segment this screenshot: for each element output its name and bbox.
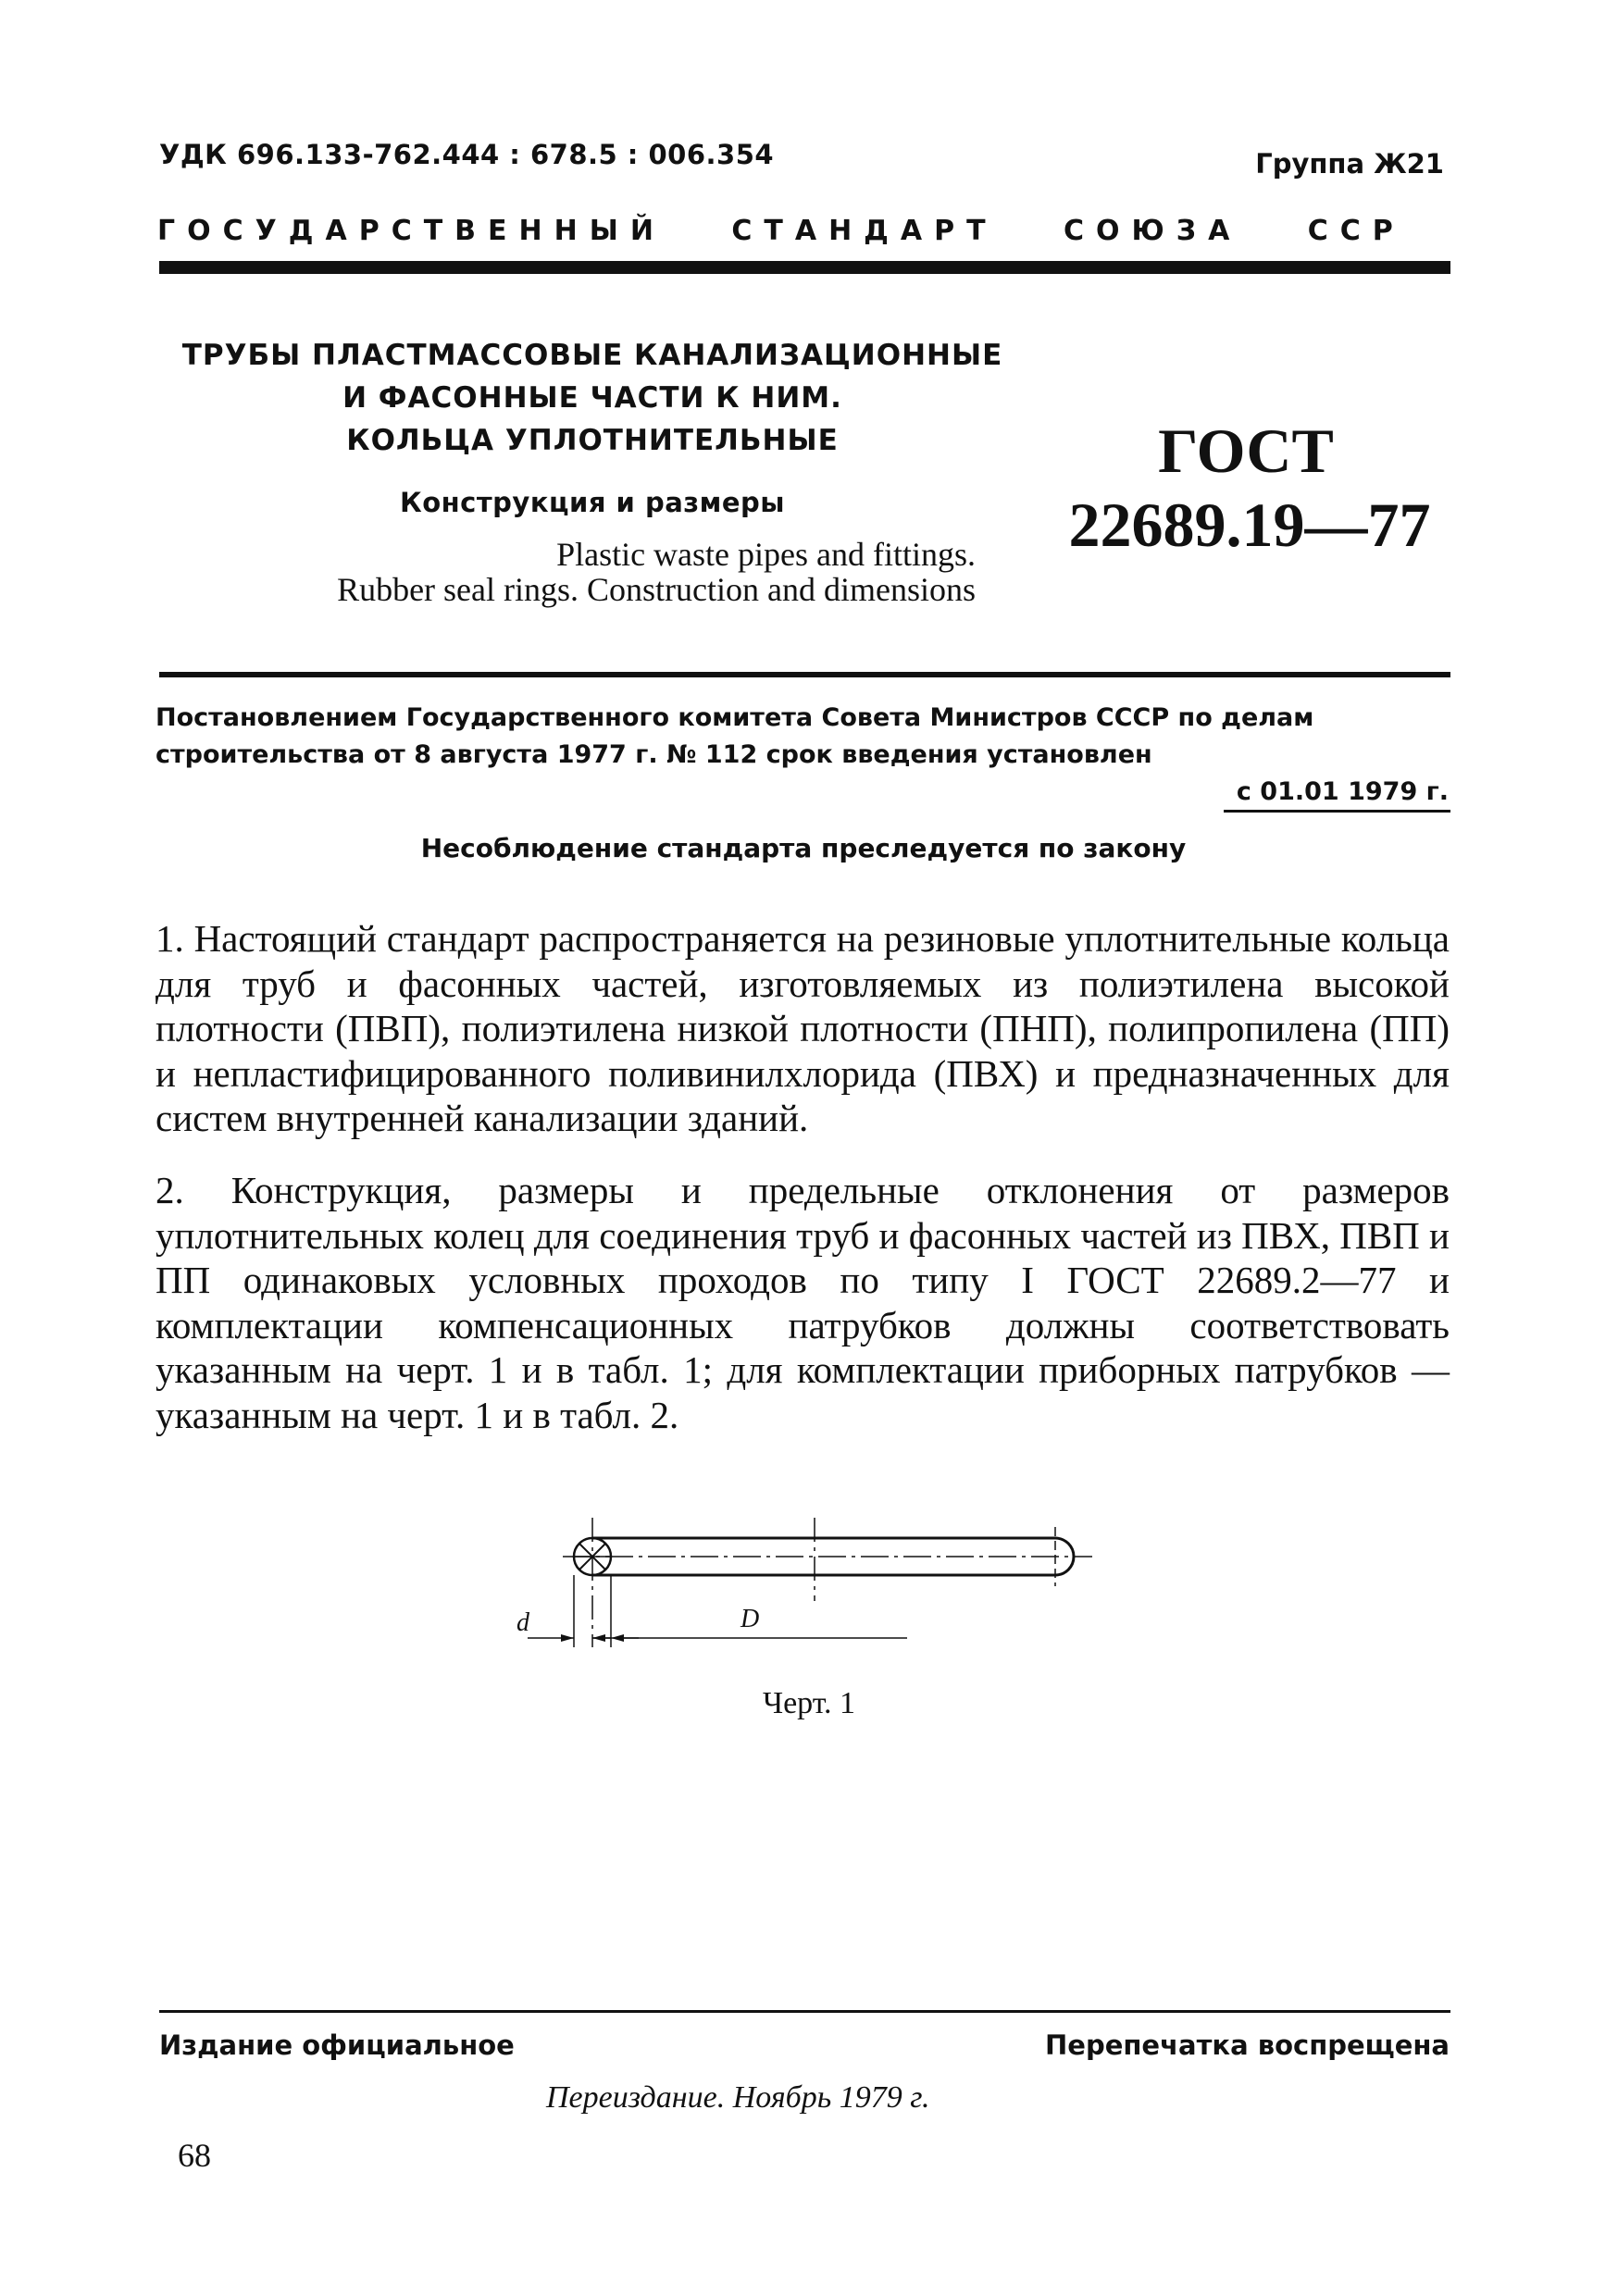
dimension-label-d: d (517, 1608, 529, 1637)
title-ru-subtitle: Конструкция и размеры (400, 487, 785, 518)
title-en-line-1: Plastic waste pipes and fittings. (556, 536, 976, 573)
dimension-label-D: D (741, 1605, 760, 1633)
title-bottom-rule (159, 672, 1450, 677)
resolution-date-underline (1224, 810, 1450, 813)
group-code: Группа Ж21 (1255, 148, 1444, 180)
title-ru-line-3: КОЛЬЦА УПЛОТНИТЕЛЬНЫЕ (346, 424, 839, 457)
figure-caption: Черт. 1 (762, 1686, 856, 1720)
gost-label: ГОСТ (1158, 416, 1334, 486)
udk-code: УДК 696.133-762.444 : 678.5 : 006.354 (159, 139, 775, 170)
resolution-date: с 01.01 1979 г. (1236, 777, 1449, 806)
footer-reprint-prohibited: Перепечатка воспрещена (1045, 2029, 1450, 2061)
footer-official-edition: Издание официальное (159, 2029, 515, 2061)
title-ru-line-1: ТРУБЫ ПЛАСТМАССОВЫЕ КАНАЛИЗАЦИОННЫЕ (181, 339, 1003, 372)
title-ru-line-2: И ФАСОННЫЕ ЧАСТИ К НИМ. (342, 381, 842, 415)
resolution-line-2: строительства от 8 августа 1977 г. № 112 срок введения установлен (156, 740, 1152, 769)
body-paragraph-1: 1. Настоящий стандарт распространяется на резиновые уплотнительные кольца для труб и фасонных частей, изготовляемых из полиэтилена высокой плотности (ПВП), полиэтилена низкой плотности (ПНП), полипропилена (ПП) и непластифицированного поливинилхлорида (ПВХ) и предназначенных для систем внутренней канализации зданий. (156, 917, 1450, 1139)
body-paragraph-2: 2. Конструкция, размеры и предельные отклонения от размеров уплотнительных колец для соединения труб и фасонных частей из ПВХ, ПВП и ПП одинаковых условных проходов по типу I ГОСТ 22689.2—77 и комплектации компенсационных патрубков должны соответствовать указанным на черт. 1 и в табл. 1; для комплектации приборных патрубков — указанным на черт. 1 и в табл. 2. (156, 1169, 1450, 1436)
title-en-line-2: Rubber seal rings. Construction and dimensions (337, 571, 976, 608)
standard-heading: ГОСУДАРСТВЕННЫЙ СТАНДАРТ СОЮЗА ССР (157, 215, 1405, 247)
resolution-line-1: Постановлением Государственного комитета Совета Министров СССР по делам (156, 703, 1314, 732)
reissue-note: Переиздание. Ноябрь 1979 г. (546, 2080, 930, 2115)
gost-number: 22689.19—77 (1068, 490, 1431, 560)
footer-rule (159, 2010, 1450, 2013)
page-number: 68 (178, 2137, 211, 2174)
header-thick-rule (159, 261, 1450, 274)
legal-notice: Несоблюдение стандарта преследуется по закону (420, 833, 1187, 863)
ring-drawing (500, 1508, 1111, 1657)
